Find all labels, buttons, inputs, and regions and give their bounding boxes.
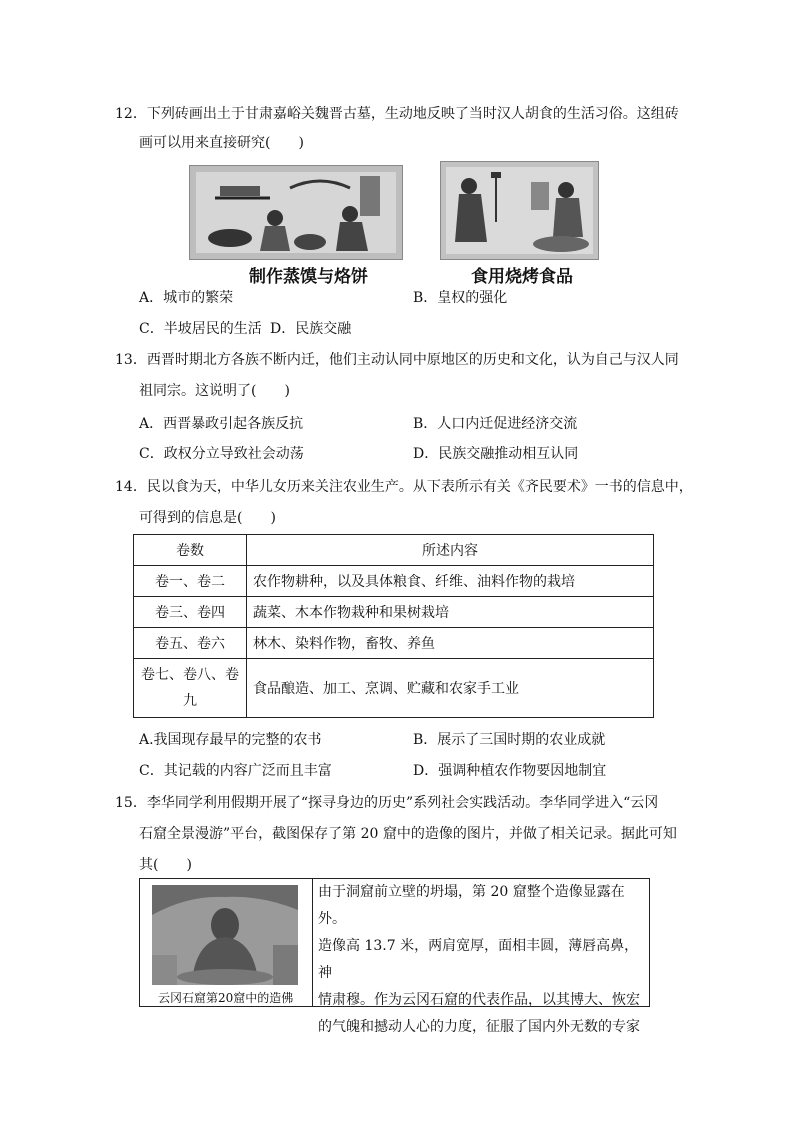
q12-option-a[interactable]: A．城市的繁荣 bbox=[139, 290, 234, 306]
caption-roasting: 食用烧烤食品 bbox=[471, 267, 573, 287]
table-row bbox=[134, 566, 654, 597]
brick-painting-steamed-bread-image bbox=[189, 165, 403, 260]
q13-option-b[interactable]: B．人口内迁促进经济交流 bbox=[413, 416, 578, 432]
qimin-yaoshu-table bbox=[133, 534, 654, 718]
q14-option-a[interactable]: A.我国现存最早的完整的农书 bbox=[139, 732, 322, 748]
table-cell-content: 农作物耕种，以及具体粮食、纤维、油料作物的栽培 bbox=[247, 566, 654, 597]
q15-stem-line3: 其( ) bbox=[139, 857, 192, 873]
q15-text-line: 的气魄和撼动人心的力度，征服了国内外无数的专家 bbox=[318, 1019, 640, 1035]
q12-stem-line2: 画可以用来直接研究( ) bbox=[139, 135, 304, 151]
q13-option-a[interactable]: A．西晋暴政引起各族反抗 bbox=[139, 416, 304, 432]
brick-painting-roasting-image bbox=[440, 161, 599, 260]
q12-option-b[interactable]: B．皇权的强化 bbox=[413, 290, 508, 306]
brick-painting-steamed-bread-drawing bbox=[190, 166, 402, 259]
q13-option-c[interactable]: C．政权分立导致社会动荡 bbox=[139, 446, 304, 462]
q12-option-d[interactable]: D．民族交融 bbox=[270, 321, 352, 337]
q13-stem-line1: 13．西晋时期北方各族不断内迁，他们主动认同中原地区的历史和文化，认为自己与汉人同 bbox=[115, 352, 679, 368]
q15-material-box bbox=[139, 878, 650, 1035]
q15-text-line: 造像高 13.7 米，两肩宽厚，面相丰圆，薄唇高鼻，神 bbox=[318, 938, 639, 981]
brick-painting-roasting-drawing bbox=[441, 162, 598, 259]
q15-text-line: 情肃穆。作为云冈石窟的代表作品，以其博大、恢宏 bbox=[318, 992, 640, 1008]
q13-option-d[interactable]: D．民族交融推动相互认同 bbox=[413, 446, 579, 462]
q15-text-line: 由于洞窟前立壁的坍塌，第 20 窟整个造像显露在外。 bbox=[318, 884, 625, 927]
table-cell-volume: 卷五、卷六 bbox=[134, 628, 247, 659]
q14-option-c[interactable]: C．其记载的内容广泛而且丰富 bbox=[139, 763, 332, 779]
q15-stem-line1: 15．李华同学利用假期开展了“探寻身边的历史”系列社会实践活动。李华同学进入“云冈 bbox=[115, 795, 659, 811]
table-cell-volume: 卷三、卷四 bbox=[134, 597, 247, 628]
q12-option-c[interactable]: C．半坡居民的生活 bbox=[139, 321, 262, 337]
yungang-buddha-image bbox=[152, 885, 298, 985]
table-header-content: 所述内容 bbox=[247, 535, 654, 566]
yungang-image-caption: 云冈石窟第20窟中的造佛 bbox=[158, 991, 294, 1005]
yungang-buddha-drawing bbox=[152, 885, 298, 985]
table-cell-content: 蔬菜、木本作物栽种和果树栽培 bbox=[247, 597, 654, 628]
q14-option-d[interactable]: D．强调种植农作物要因地制宜 bbox=[413, 763, 607, 779]
q14-stem-line1: 14．民以食为天，中华儿女历来关注农业生产。从下表所示有关《齐民要术》一书的信息中， bbox=[115, 479, 693, 495]
table-row bbox=[134, 597, 654, 628]
q14-option-b[interactable]: B．展示了三国时期的农业成就 bbox=[413, 732, 606, 748]
table-cell-volume: 卷一、卷二 bbox=[134, 566, 247, 597]
q13-stem-line2: 祖同宗。这说明了( ) bbox=[139, 383, 290, 399]
table-header-volume: 卷数 bbox=[134, 535, 247, 566]
table-cell-content: 食品酿造、加工、烹调、贮藏和农家手工业 bbox=[247, 659, 654, 718]
table-cell-content: 林木、染料作物，畜牧、养鱼 bbox=[247, 628, 654, 659]
table-row bbox=[134, 659, 654, 718]
table-cell-volume: 卷七、卷八、卷九 bbox=[134, 659, 247, 718]
q15-material-text bbox=[318, 879, 646, 1041]
caption-steamed-bread: 制作蒸馍与烙饼 bbox=[249, 267, 368, 287]
q15-stem-line2: 石窟全景漫游”平台，截图保存了第 20 窟中的造像的图片，并做了相关记录。据此可知 bbox=[139, 826, 677, 842]
q14-stem-line2: 可得到的信息是( ) bbox=[139, 510, 276, 526]
table-header-row bbox=[134, 535, 654, 566]
table-row bbox=[134, 628, 654, 659]
q12-stem-line1: 12．下列砖画出土于甘肃嘉峪关魏晋古墓，生动地反映了当时汉人胡食的生活习俗。这组砖 bbox=[115, 106, 679, 122]
